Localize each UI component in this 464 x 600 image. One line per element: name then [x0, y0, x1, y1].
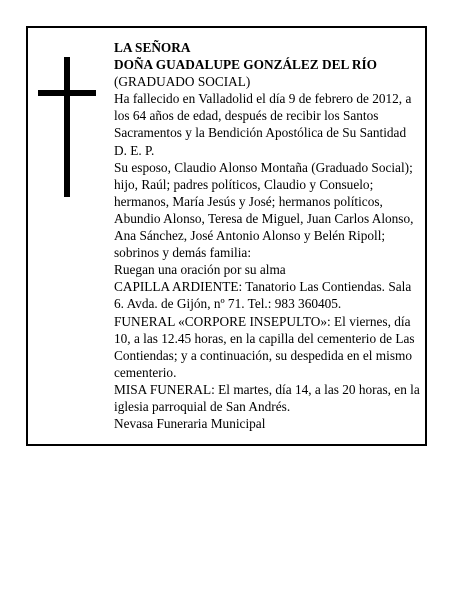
prayer-request: Ruegan una oración por su alma: [114, 262, 286, 278]
family-list: Su esposo, Claudio Alonso Montaña (Graduado Social); hijo, Raúl; padres políticos, Claudio y Consuelo; hermanos, María Jesús y José; hermanos políticos, Abundio Alonso, Teresa de Miguel, Juan Carlos Alonso, Ana Sánchez, José Antonio Alonso y Belén Ripoll; sobrinos y demás familia:: [114, 159, 414, 261]
obituary-text: [114, 39, 420, 432]
mass-info: MISA FUNERAL: El martes, día 14, a las 20 horas, en la iglesia parroquial de San Andrés.: [114, 381, 420, 414]
funeral-info: FUNERAL «CORPORE INSEPULTO»: El viernes, día 10, a las 12.45 horas, en la capilla del cementerio de Las Contiendas; y a continuación, su despedida en el mismo cementerio.: [114, 313, 415, 380]
deceased-name: DOÑA GUADALUPE GONZÁLEZ DEL RÍO: [114, 57, 378, 73]
death-notice: Ha fallecido en Valladolid el día 9 de febrero de 2012, a los 64 años de edad, después de recibir los Santos Sacramentos y la Bendición Apostólica de Su Santidad: [114, 91, 412, 141]
notice-title: LA SEÑORA: [114, 40, 191, 55]
rip-text: D. E. P.: [114, 142, 155, 158]
funeral-home: Nevasa Funeraria Municipal: [114, 416, 266, 432]
cross-horizontal-bar: [38, 90, 96, 96]
deceased-profession: (GRADUADO SOCIAL): [114, 74, 251, 90]
cross-vertical-bar: [64, 57, 70, 197]
chapel-info: CAPILLA ARDIENTE: Tanatorio Las Contiendas. Sala 6. Avda. de Gijón, nº 71. Tel.: 983 360405.: [114, 279, 412, 312]
